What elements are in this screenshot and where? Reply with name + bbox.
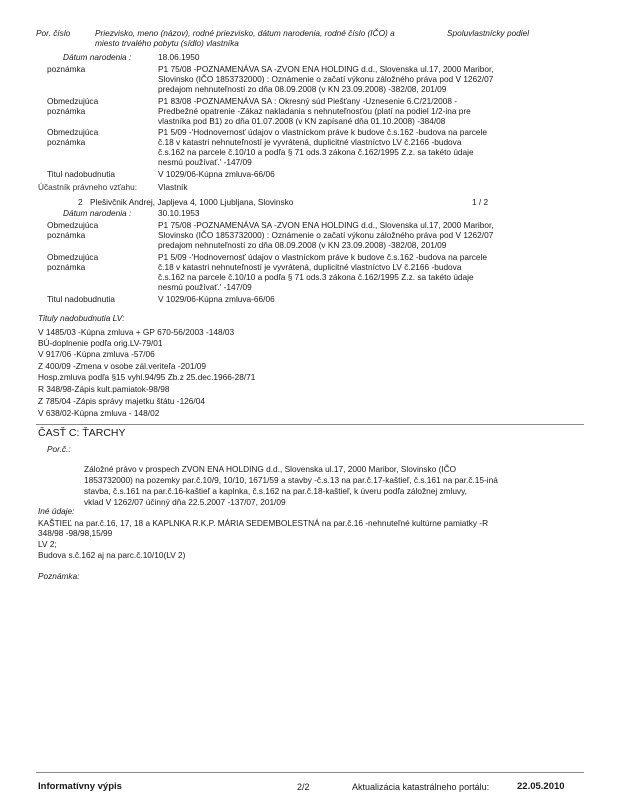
note-line: č.s.162 na parcele č.10/10 a podľa § 71 ods.3 zákona č.162/1995 Z.z. sa takéto údaje: [158, 272, 474, 282]
note-label: Obmedzujúca: [47, 220, 99, 230]
list-item: BÚ-doplnenie podľa orig.LV-79/01: [38, 338, 163, 348]
note-line: Slovinsko (IČO 1853732000) : Oznámenie o začatí výkonu záložného práva pod V 1262/07: [158, 74, 494, 84]
note-line: P1 5/09 -'Hodnovernosť údajov o vlastníckom práve k budove č.s.162 -budova na parcele: [158, 252, 487, 262]
entry-line: Záložné právo v prospech ZVON ENA HOLDING d.d., Slovenska ul.17, 2000 Maribor, Slovinsko (IČO: [84, 464, 457, 474]
header-col-number: Por. číslo: [36, 28, 71, 38]
note-label: Obmedzujúca: [47, 252, 99, 262]
note-line: Slovinsko (IČO 1853732000) : Oznámenie o začatí výkonu záložného práva pod V 1262/07: [158, 230, 494, 240]
birth-date-label: Dátum narodenia :: [63, 52, 132, 62]
footer-divider: [36, 772, 584, 773]
note-label: Titul nadobudnutia: [47, 294, 115, 304]
note-label: poznámka: [47, 137, 86, 147]
entry-line: Budova s.č.162 aj na parc.č.10/10(LV 2): [38, 550, 186, 560]
note-label: Obmedzujúca: [47, 127, 99, 137]
section-c-col-label: Por.č.:: [47, 444, 71, 454]
header-col-share: Spoluvlastnícky podiel: [447, 28, 530, 38]
note-label: poznámka: [47, 106, 86, 116]
note-line: predajom nehnuteľností zo dňa 08.09.2008 (v KN 23.09.2008) -382/08, 201/09: [158, 84, 447, 94]
note-line: P1 83/08 -POZNAMENÁVA SA : Okresný súd Piešťany -Uznesenie 6.C/21/2008 -: [158, 96, 458, 106]
header-col-owner-line2: miesto trvalého pobytu (sídlo) vlastníka: [95, 38, 239, 48]
titles-heading: Tituly nadobudnutia LV:: [38, 313, 125, 323]
birth-date-label: Dátum narodenia :: [63, 208, 132, 218]
note-line: V 1029/06-Kúpna zmluva-66/06: [158, 294, 275, 304]
footer-update-date: 22.05.2010: [517, 781, 565, 792]
list-item: R 348/98-Zápis kult.pamiatok-98/98: [38, 384, 170, 394]
note-line: č.18 v katastri nehnuteľností je vyvrátená, duplicitné vlastníctvo LV č.2166 -budova: [158, 262, 462, 272]
page-number: 2/2: [297, 782, 310, 792]
other-data-heading: Iné údaje:: [38, 506, 75, 516]
participant-label: Účastník právneho vzťahu:: [38, 182, 138, 192]
entry-line: LV 2;: [38, 539, 57, 549]
note-line: nesmú používať.' -147/09: [158, 157, 252, 167]
note-line: predajom nehnuteľností zo dňa 08.09.2008 (v KN 23.09.2008) -382/08, 201/09: [158, 240, 447, 250]
footer-update-label: Aktualizácia katastrálneho portálu:: [352, 782, 490, 792]
note-label: poznámka: [47, 64, 86, 74]
list-item: Z 400/09 -Zmena v osobe zál.veriteľa -201/09: [38, 361, 206, 371]
note-line: V 1029/06-Kúpna zmluva-66/06: [158, 169, 275, 179]
birth-date-value: 18.06.1950: [158, 52, 200, 62]
note-line: Predbežné opatrenie -Zákaz nakladania s nehnuteľnosťou (platí na podiel 1/2-ina pre: [158, 106, 471, 116]
header-col-owner-line1: Priezvisko, meno (názov), rodné priezvisko, dátum narodenia, rodné číslo (IČO) a: [95, 28, 395, 38]
note-heading: Poznámka:: [38, 571, 80, 581]
entry-line: 1853732000) na pozemky par.č.10/9, 10/10, 1671/59 a stavby -č.s.13 na par.č.17-kaštieľ, č.s.161 na par.č.15-iná: [84, 475, 498, 485]
footer-left: Informatívny výpis: [38, 781, 122, 792]
entry-line: vklad V 1262/07 účinný dňa 22.5.2007 -137/07, 201/09: [84, 497, 286, 507]
birth-date-value: 30.10.1953: [158, 208, 200, 218]
entry-line: 348/98 -98/98,15/99: [38, 528, 113, 538]
note-label: poznámka: [47, 230, 86, 240]
note-line: č.18 v katastri nehnuteľností je vyvrátená, duplicitné vlastníctvo LV č.2166 -budova: [158, 137, 462, 147]
owner-number: 2: [78, 197, 83, 207]
note-line: vlastníka pod B1) zo dňa 01.07.2008 (v KN zapísané dňa 01.10.2008) -384/08: [158, 116, 446, 126]
participant-value: Vlastník: [158, 182, 188, 192]
note-label: Obmedzujúca: [47, 96, 99, 106]
owner-share: 1 / 2: [472, 197, 489, 207]
entry-line: stavba, č.s.161 na par.č.16-kaštieľ a kaplnka, č.s.162 na par.č.18-kaštieľ, k úveru podľa záložnej zmluvy,: [84, 486, 467, 496]
list-item: Hosp.zmluva podľa §15 vyhl.94/95 Zb.z 25.dec.1966-28/71: [38, 372, 256, 382]
note-line: P1 75/08 -POZNAMENÁVA SA -ZVON ENA HOLDING d.d., Slovenska ul.17, 2000 Maribor,: [158, 220, 494, 230]
owner-name: Plešivčnik Andrej, Japljeva 4, 1000 Ljubljana, Slovinsko: [90, 197, 294, 207]
note-line: nesmú používať.' -147/09: [158, 282, 252, 292]
section-divider: [36, 424, 584, 425]
list-item: Z 785/04 -Zápis správy majetku štátu -126/04: [38, 396, 205, 406]
list-item: V 1485/03 -Kúpna zmluva + GP 670-56/2003 -148/03: [38, 327, 235, 337]
note-label: poznámka: [47, 262, 86, 272]
entry-line: KAŠTIEĽ na par.č.16, 17, 18 a KAPLNKA R.K.P. MÁRIA SEDEMBOLESTNÁ na par.č.16 -nehnuteľné kultúrne pamiatky -R: [38, 518, 489, 528]
list-item: V 638/02-Kúpna zmluva - 148/02: [38, 408, 160, 418]
note-label: Titul nadobudnutia: [47, 169, 115, 179]
list-item: V 917/06 -Kúpna zmluva -57/06: [38, 349, 155, 359]
note-line: P1 75/08 -POZNAMENÁVA SA -ZVON ENA HOLDING d.d., Slovenska ul.17, 2000 Maribor,: [158, 64, 494, 74]
note-line: P1 5/09 -'Hodnovernosť údajov o vlastníckom práve k budove č.s.162 -budova na parcele: [158, 127, 487, 137]
section-c-title: ČASŤ C: ŤARCHY: [38, 427, 126, 439]
note-line: č.s.162 na parcele č.10/10 a podľa § 71 ods.3 zákona č.162/1995 Z.z. sa takéto údaje: [158, 147, 474, 157]
